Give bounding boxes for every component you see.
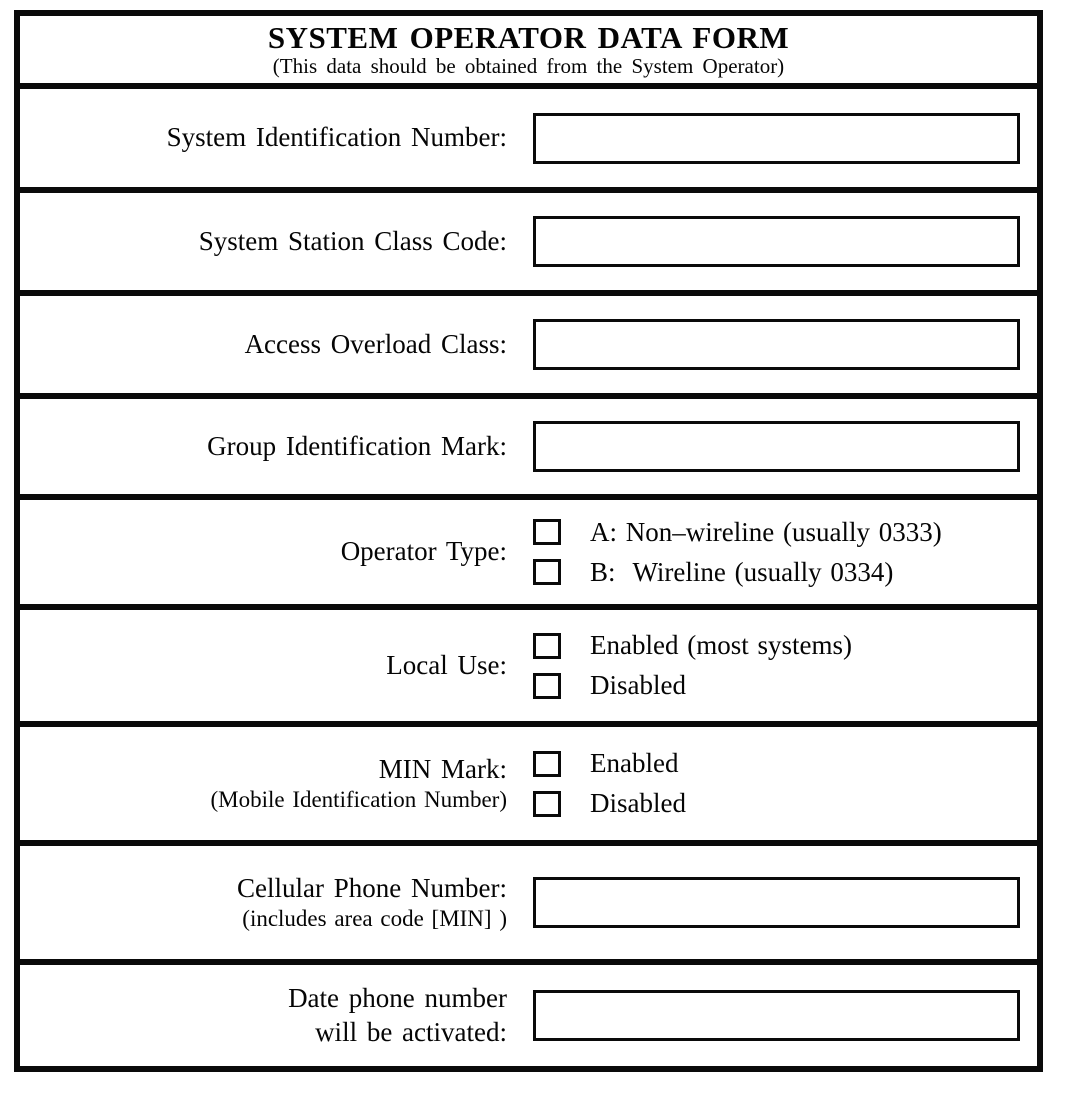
min-mark-disabled-label: Disabled [590,788,686,818]
min-mark-sublabel: (Mobile Identification Number) [210,787,507,813]
cellular-phone-number-sublabel: (includes area code [MIN] ) [242,906,507,932]
row-access-overload-class [20,296,1037,399]
row-system-station-class-code [20,193,1037,296]
local-use-enabled-label: Enabled (most systems) [590,630,852,660]
local-use-disabled-label: Disabled [590,670,686,700]
row-system-identification-number [20,89,1037,193]
min-mark-label-cell [20,753,507,813]
local-use-label: Local Use: [386,649,507,680]
operator-type-label: Operator Type: [340,536,507,567]
system-identification-number-input[interactable] [533,113,1020,164]
operator-type-option-b [533,556,942,587]
system-identification-number-label: System Identification Number: [166,122,507,153]
min-mark-option-disabled [533,790,686,817]
cellular-phone-number-input[interactable] [533,877,1020,928]
activation-date-label-line2: will be activated: [315,1016,507,1047]
system-station-class-code-field-cell [507,216,1037,267]
min-mark-options [533,750,686,817]
min-mark-field-cell [507,750,1037,817]
local-use-option-disabled [533,672,852,699]
min-mark-enabled-checkbox[interactable] [533,751,561,777]
min-mark-option-enabled [533,750,686,777]
operator-type-b-checkbox[interactable] [533,559,561,585]
row-local-use [20,610,1037,727]
form-title: SYSTEM OPERATOR DATA FORM [267,20,790,55]
operator-type-b-label: B: Wireline (usually 0334) [590,556,894,587]
min-mark-disabled-checkbox[interactable] [533,791,561,817]
operator-type-a-label: A: Non–wireline (usually 0333) [590,516,942,547]
operator-type-a-checkbox[interactable] [533,519,561,545]
group-identification-mark-field-cell [507,421,1037,472]
row-operator-type [20,500,1037,610]
activation-date-input[interactable] [533,990,1020,1041]
access-overload-class-field-cell [507,319,1037,370]
cellular-phone-number-field-cell [507,877,1037,928]
access-overload-class-label: Access Overload Class: [244,328,507,359]
form-subtitle: (This data should be obtained from the System Operator) [272,54,785,78]
row-group-identification-mark [20,399,1037,500]
group-identification-mark-label: Group Identification Mark: [207,430,507,461]
access-overload-class-input[interactable] [533,319,1020,370]
system-identification-number-field-cell [507,113,1037,164]
system-station-class-code-input[interactable] [533,216,1020,267]
system-operator-data-form [14,10,1043,1072]
group-identification-mark-input[interactable] [533,421,1020,472]
min-mark-enabled-label: Enabled [590,748,679,778]
activation-date-label-cell [20,982,507,1050]
local-use-options [533,632,852,699]
operator-type-field-cell [507,516,1037,587]
row-min-mark [20,727,1037,846]
activation-date-label-line1: Date phone number [288,982,507,1013]
cellular-phone-number-label-cell [20,872,507,932]
min-mark-label: MIN Mark: [378,754,507,785]
local-use-option-enabled [533,632,852,659]
operator-type-option-a [533,516,942,547]
system-station-class-code-label: System Station Class Code: [198,225,507,256]
local-use-enabled-checkbox[interactable] [533,633,561,659]
form-header [20,16,1037,89]
operator-type-options [533,516,942,587]
cellular-phone-number-label: Cellular Phone Number: [237,873,507,904]
activation-date-field-cell [507,990,1037,1041]
local-use-field-cell [507,632,1037,699]
local-use-disabled-checkbox[interactable] [533,673,561,699]
row-activation-date [20,965,1037,1066]
row-cellular-phone-number [20,846,1037,965]
